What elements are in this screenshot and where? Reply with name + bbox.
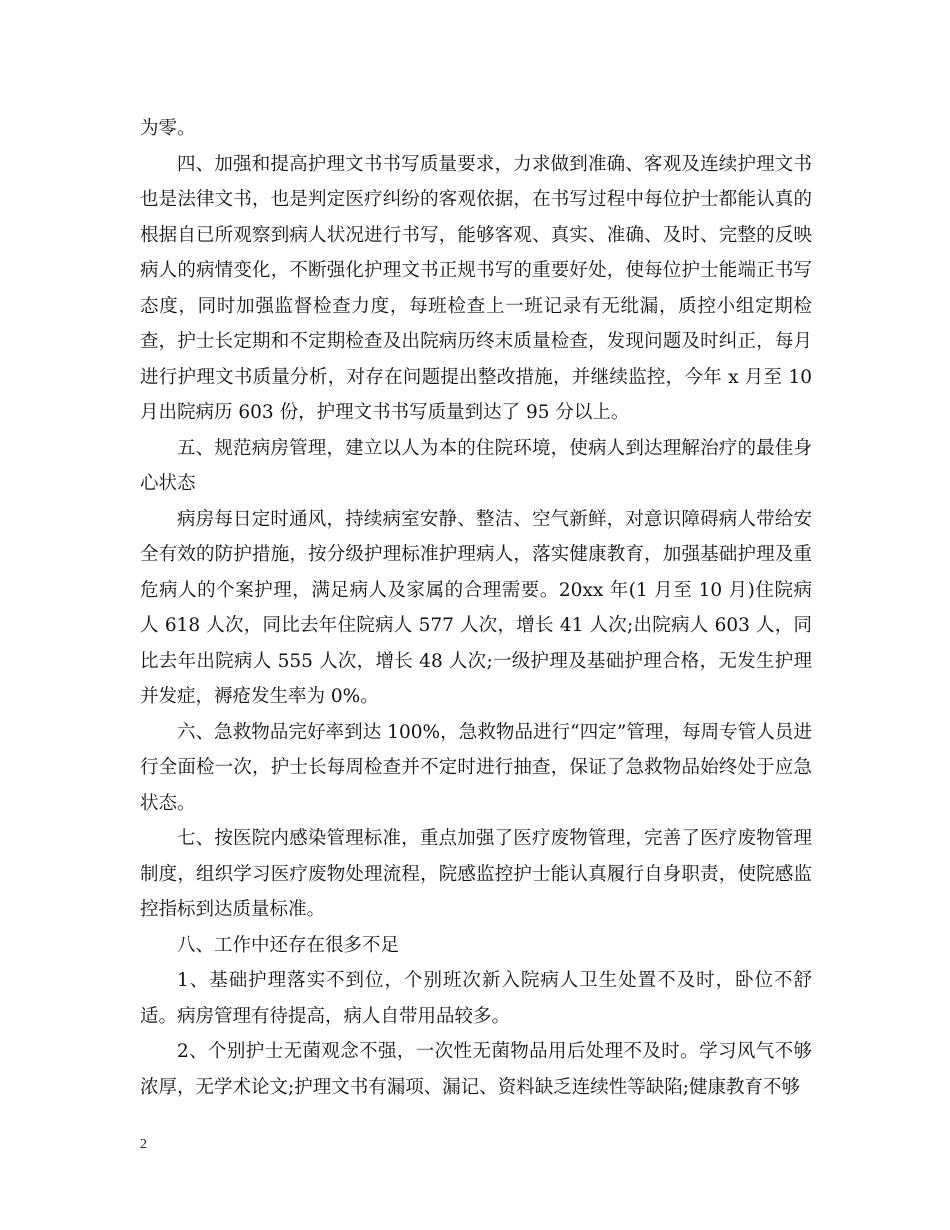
paragraph-section-7: 七、按医院内感染管理标准，重点加强了医疗废物管理，完善了医疗废物管理制度，组织学习医疗废物处理流程，院感监控护士能认真履行自身职责，使院感监控指标到达质量标准。 [140,828,812,920]
document-body [140,111,812,1105]
paragraph-ward-stats: 病房每日定时通风，持续病室安静、整洁、空气新鲜，对意识障碍病人带给安全有效的防护措施，按分级护理标准护理病人，落实健康教育，加强基础护理及重危病人的个案护理，满足病人及家属的合理需要。20xx 年(1 月至 10 月)住院病人 618 人次，同比去年住院病人 577 人次，增长 41 人次;出院病人 603 人，同比去年出院病人 555 人次，增长 48 人次;一级护理及基础护理合格，无发生护理并发症，褥疮发生率为 0%。 [140,508,812,707]
paragraph-deficiency-1: 1、基础护理落实不到位，个别班次新入院病人卫生处置不及时，卧位不舒适。病房管理有待提高，病人自带用品较多。 [140,970,812,1027]
paragraph-section-5-heading: 五、规范病房管理，建立以人为本的住院环境，使病人到达理解治疗的最佳身心状态 [140,437,812,494]
paragraph-section-8-heading: 八、工作中还存在很多不足 [177,934,400,956]
paragraph-deficiency-2: 2、个别护士无菌观念不强，一次性无菌物品用后处理不及时。学习风气不够浓厚，无学术论文;护理文书有漏项、漏记、资料缺乏连续性等缺陷;健康教育不够 [140,1041,812,1098]
paragraph-0: 为零。 [140,118,196,139]
paragraph-section-4: 四、加强和提高护理文书书写质量要求，力求做到准确、客观及连续护理文书也是法律文书，也是判定医疗纠纷的客观依据，在书写过程中每位护士都能认真的根据自已所观察到病人状况进行书写，能够客观、真实、准确、及时、完整的反映病人的病情变化，不断强化护理文书正规书写的重要好处，使每位护士能端正书写态度，同时加强监督检查力度，每班检查上一班记录有无纰漏，质控小组定期检查，护士长定期和不定期检查及出院病历终末质量检查，发现问题及时纠正，每月进行护理文书质量分析，对存在问题提出整改措施，并继续监控，今年 x 月至 10 月出院病历 603 份，护理文书书写质量到达了 95 分以上。 [140,153,812,423]
paragraph-section-6: 六、急救物品完好率到达 100%，急救物品进行“四定”管理，每周专管人员进行全面检一次，护士长每周检查并不定时进行抽查，保证了急救物品始终处于应急状态。 [140,721,812,814]
page-number: 2 [140,1137,147,1152]
